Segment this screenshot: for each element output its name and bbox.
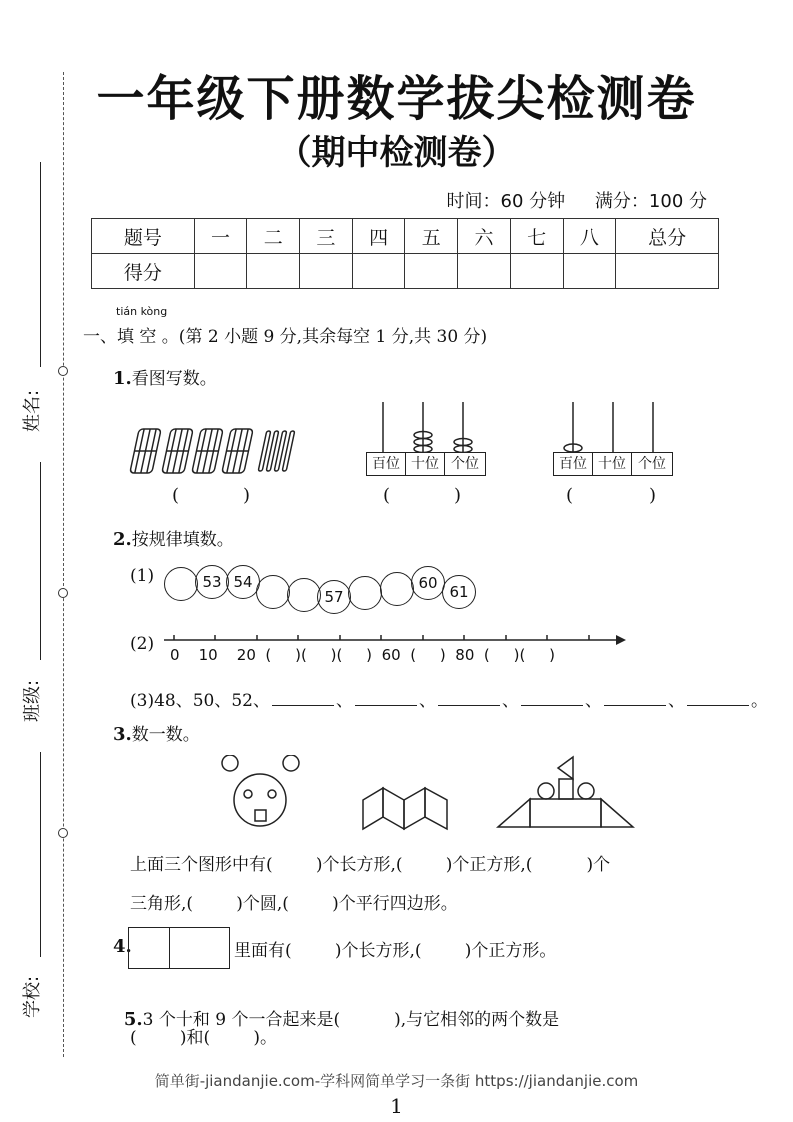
answer-blank[interactable] <box>604 691 666 706</box>
rectangle-figure <box>128 927 230 969</box>
answer-blank[interactable] <box>687 691 749 706</box>
divider-line <box>169 928 170 968</box>
score-header-cell: 七 <box>510 219 563 254</box>
question-text: 看图写数。 <box>131 369 217 389</box>
score-cell[interactable] <box>616 254 719 289</box>
page-title: 一年级下册数学拔尖检测卷 <box>96 71 697 127</box>
section-pinyin: tián kòng <box>116 305 168 318</box>
question-number: 3. <box>113 724 132 745</box>
score-table-header-row <box>92 219 719 254</box>
score-header-cell: 总分 <box>616 219 719 254</box>
class-label: 班级: <box>22 679 43 722</box>
number-line-labels[interactable]: 0 10 20 ( )( )( ) 60 ( ) 80 ( )( ) <box>170 646 555 664</box>
question-text: 按规律填数。 <box>131 530 234 550</box>
question-number: 4. <box>113 936 132 957</box>
class-line[interactable] <box>40 462 41 660</box>
part-1-label: (1) <box>130 566 155 586</box>
score-header-cell: 六 <box>458 219 511 254</box>
place-ones: 个位 <box>631 452 673 476</box>
binding-line <box>63 72 64 1057</box>
answer-blank[interactable] <box>272 691 334 706</box>
number-circle: 53 <box>195 565 229 599</box>
score-cell[interactable] <box>352 254 405 289</box>
question-2 <box>113 525 234 550</box>
abacus-rods-icon <box>553 400 673 452</box>
school-line[interactable] <box>40 752 41 957</box>
full-score: 满分：100 分 <box>594 191 707 212</box>
page-subtitle: （期中检测卷） <box>277 133 516 173</box>
question-4-text: 里面有( )个长方形,( )个正方形。 <box>234 941 557 961</box>
answer-blank-1[interactable]: ( ) <box>172 485 251 506</box>
question-3-line-2: 三角形,( )个圆,( )个平行四边形。 <box>130 894 458 914</box>
score-table <box>91 218 719 289</box>
sequence-start: (3)48、50、52、 <box>130 691 270 711</box>
score-header-cell: 二 <box>247 219 300 254</box>
score-cell[interactable] <box>247 254 300 289</box>
number-circle[interactable] <box>256 575 290 609</box>
score-cell[interactable] <box>458 254 511 289</box>
question-1 <box>113 364 217 389</box>
abacus-rods-icon <box>366 400 486 452</box>
score-cell[interactable] <box>194 254 247 289</box>
section-heading: 一、填 空 。(第 2 小题 9 分,其余每空 1 分,共 30 分) <box>83 327 488 347</box>
number-circle[interactable] <box>287 578 321 612</box>
score-header-cell: 五 <box>405 219 458 254</box>
answer-blank-2[interactable]: ( ) <box>383 485 462 506</box>
shapes-figure-icon <box>215 755 640 835</box>
answer-blank-3[interactable]: ( ) <box>566 485 657 506</box>
abacus-labels <box>366 452 486 476</box>
score-cell[interactable] <box>300 254 353 289</box>
watermark: 简单街-jiandanjie.com-学科网简单学习一条街 https://jiandanjie.com <box>154 1072 639 1090</box>
number-circle: 61 <box>442 575 476 609</box>
place-ones: 个位 <box>444 452 486 476</box>
number-circle: 54 <box>226 565 260 599</box>
part-2-label: (2) <box>130 634 155 654</box>
abacus-1 <box>366 400 486 475</box>
place-hundreds: 百位 <box>553 452 593 476</box>
question-3 <box>113 720 200 745</box>
name-line[interactable] <box>40 162 41 367</box>
score-header-cell: 三 <box>300 219 353 254</box>
score-cell[interactable] <box>563 254 616 289</box>
score-header-cell: 题号 <box>92 219 195 254</box>
score-header-cell: 一 <box>194 219 247 254</box>
exam-info <box>423 187 707 213</box>
binding-hole <box>58 588 68 598</box>
score-cell[interactable] <box>405 254 458 289</box>
question-number: 5. <box>123 1009 143 1030</box>
score-header-cell: 四 <box>352 219 405 254</box>
binding-hole <box>58 828 68 838</box>
answer-blank[interactable] <box>355 691 417 706</box>
question-5-line-1: 3 个十和 9 个一合起来是( ),与它相邻的两个数是 <box>142 1010 560 1030</box>
abacus-2 <box>553 400 673 475</box>
score-table-score-row <box>92 254 719 289</box>
question-5-line-2: ( )和( )。 <box>130 1028 277 1048</box>
abacus-labels <box>553 452 673 476</box>
number-circle: 60 <box>411 566 445 600</box>
answer-blank[interactable] <box>521 691 583 706</box>
school-label: 学校: <box>22 975 43 1018</box>
question-3-line-1: 上面三个图形中有( )个长方形,( )个正方形,( )个 <box>130 855 611 875</box>
question-text: 数一数。 <box>131 725 200 745</box>
score-cell[interactable] <box>510 254 563 289</box>
place-tens: 十位 <box>405 452 445 476</box>
score-header-cell: 八 <box>563 219 616 254</box>
answer-blank[interactable] <box>438 691 500 706</box>
question-number: 1. <box>113 368 132 389</box>
number-circle[interactable] <box>348 576 382 610</box>
binding-hole <box>58 366 68 376</box>
sticks-bundles-icon <box>128 425 303 477</box>
number-circle[interactable] <box>164 567 198 601</box>
number-circle: 57 <box>317 580 351 614</box>
place-tens: 十位 <box>592 452 632 476</box>
number-circle[interactable] <box>380 572 414 606</box>
score-row-label: 得分 <box>92 254 195 289</box>
time-limit: 时间：60 分钟 <box>446 191 566 212</box>
place-hundreds: 百位 <box>366 452 406 476</box>
part-3: (3)48、50、52、 、 、 、 、 、 。 <box>130 691 768 711</box>
page-number: 1 <box>390 1094 403 1118</box>
question-number: 2. <box>113 529 132 550</box>
name-label: 姓名: <box>22 389 43 432</box>
